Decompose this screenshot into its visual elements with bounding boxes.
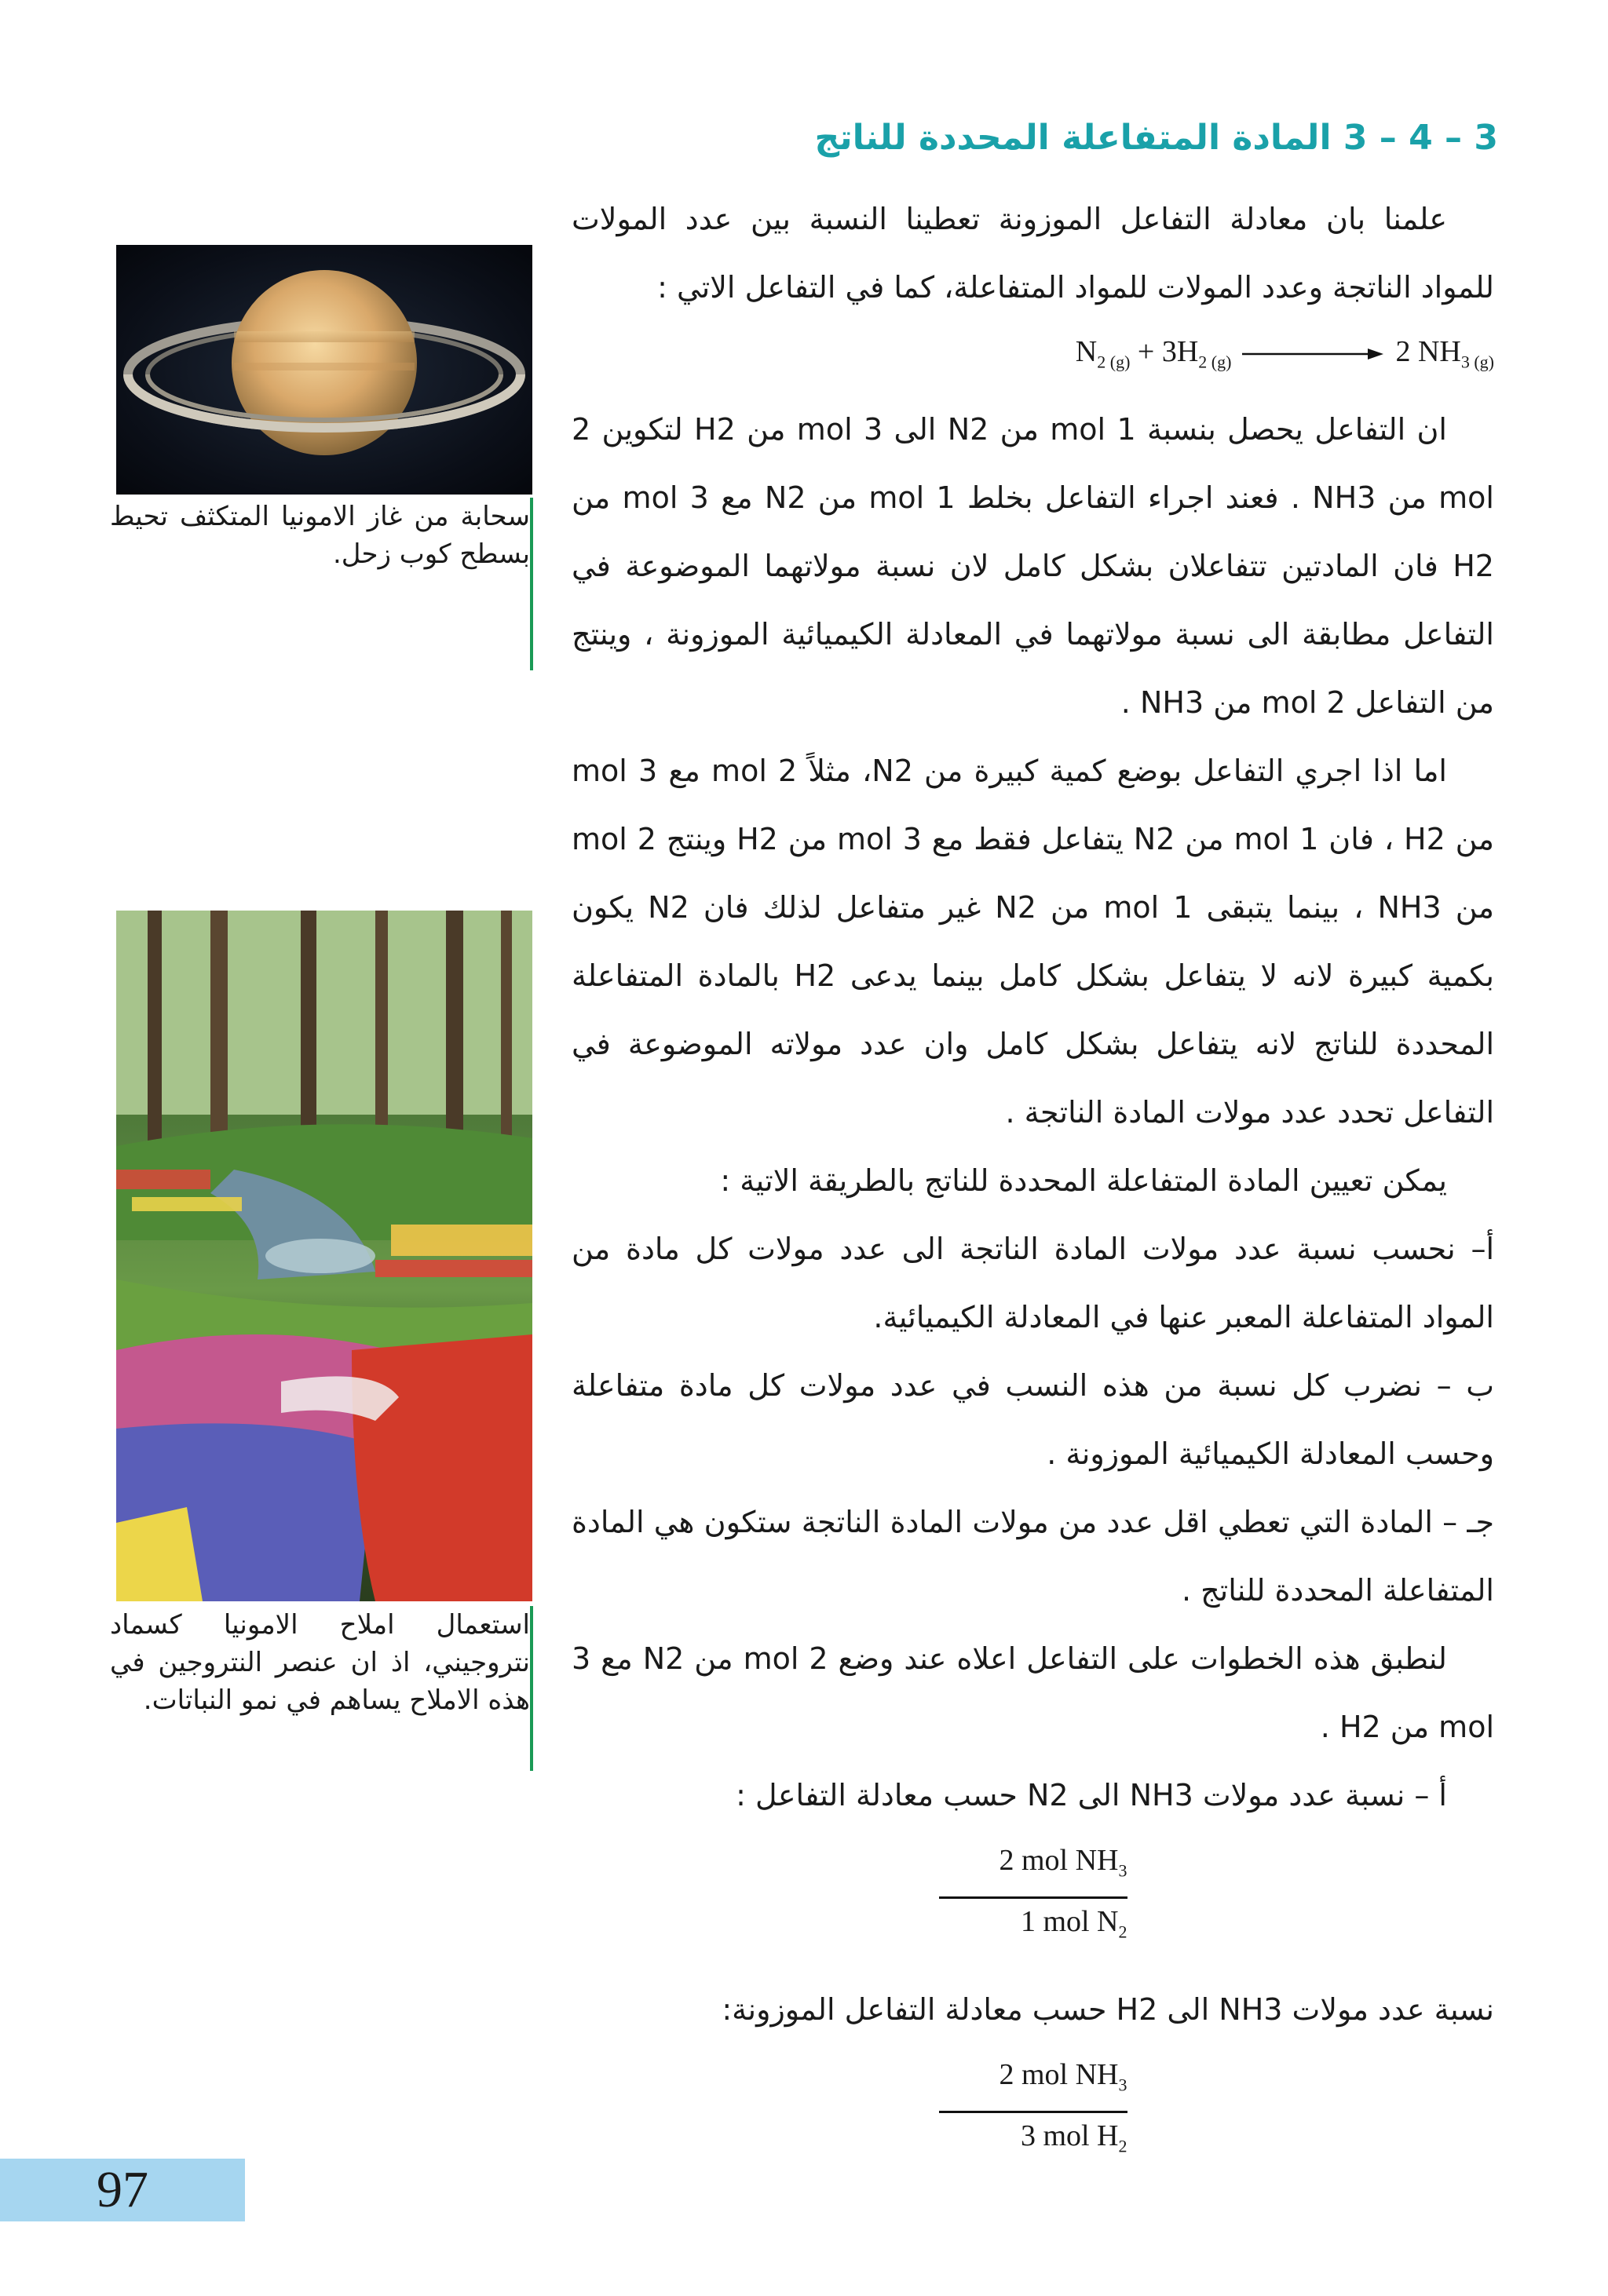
reaction-equation [579, 328, 1494, 386]
paragraph-4: يمكن تعيين المادة المتفاعلة المحددة للناتج بالطريقة الاتية : [720, 1163, 1447, 1198]
eq-h2: 3H [1161, 335, 1199, 368]
paragraph-5: لنطبق هذه الخطوات على التفاعل اعلاه عند وضع 2 mol من N2 مع 3 mol من H2 . [572, 1641, 1494, 1744]
eq-nh3: 2 NH [1395, 335, 1461, 368]
fraction-numerator: 2 mol $NH_3$ [939, 2052, 1127, 2114]
ratio-1-text: أ – نسبة عدد مولات NH3 الى N2 حسب معادلة التفاعل : [736, 1777, 1447, 1812]
flower-garden-image [116, 911, 532, 1601]
section-heading: 3 – 4 – 3 المادة المتفاعلة المحددة للناتج [814, 118, 1498, 158]
saturn-caption: سحابة من غاز الامونيا المتكثف تحيط بسطح كوب زحل. [110, 501, 530, 570]
fraction-nh3-h2 [939, 2052, 1127, 2170]
flowers-caption: استعمال املاح الامونيا كسماد نتروجيني، اذ ان عنصر النتروجين في هذه الاملاح يساهم في نمو النباتات. [110, 1609, 530, 1716]
paragraph-3: اما اذا اجري التفاعل بوضع كمية كبيرة من N2، مثلاً 2 mol مع 3 mol من H2 ، فان 1 mol من N2 يتفاعل فقط مع 3 mol من H2 وينتج 2 mol من NH3 ، بينما يتبقى 1 mol من N2 غير متفاعل لذلك فان N2 يكون بكمية كبيرة لانه لا يتفاعل بشكل كامل بينما يدعى H2 بالمادة المتفاعلة المحددة للناتج لانه يتفاعل بشكل كامل وان عدد مولاته الموضوعة في التفاعل تحدد عدد مولات المادة الناتجة . [572, 753, 1494, 1130]
step-c: جـ – المادة التي تعطي اقل عدد من مولات المادة الناتجة ستكون هي المادة المتفاعلة المحددة للناتج . [572, 1504, 1494, 1608]
eq-nh3-sub: 3 (g) [1460, 352, 1494, 372]
eq-h2-sub: 2 (g) [1198, 352, 1232, 372]
eq-plus: + [1137, 335, 1155, 368]
step-b: ب – نضرب كل نسبة من هذه النسب في عدد مولات كل مادة متفاعلة وحسب المعادلة الكيميائية الموزونة . [572, 1367, 1494, 1471]
paragraph-2: ان التفاعل يحصل بنسبة 1 mol من N2 الى 3 mol من H2 لتكوين 2 mol من NH3 . فعند اجراء التفاعل بخلط 1 mol من N2 مع 3 mol من H2 فان المادتين تتفاعلان بشكل كامل لان نسبة مولاتهما الموضوعة في التفاعل مطابقة الى نسبة مولاتهما في المعادلة الكيميائية الموزونة ، وينتج من التفاعل 2 mol من NH3 . [572, 411, 1494, 720]
fraction-numerator: 2 mol $NH_3$ [939, 1838, 1127, 1900]
intro-paragraph: علمنا بان معادلة التفاعل الموزونة تعطينا النسبة بين عدد المولات للمواد الناتجة وعدد المولات للمواد المتفاعلة، كما في التفاعل الاتي : [572, 202, 1494, 305]
caption-bar-2 [530, 1606, 533, 1771]
fraction-nh3-n2 [939, 1838, 1127, 1955]
reaction-arrow-icon [1242, 346, 1383, 362]
main-text [572, 185, 1494, 2190]
ratio-2-text: نسبة عدد مولات NH3 الى H2 حسب معادلة التفاعل الموزونة: [722, 1991, 1494, 2027]
fraction-denominator: 3 mol $H_2$ [1020, 2119, 1127, 2156]
fraction-denominator: 1 mol $N_2$ [1020, 1905, 1127, 1942]
step-a: أ– نحسب نسبة عدد مولات المادة الناتجة الى عدد مولات كل مادة من المواد المتفاعلة المعبر عنها في المعادلة الكيميائية. [572, 1231, 1494, 1334]
page-number: 97 [0, 2159, 245, 2221]
eq-n2-sub: 2 (g) [1097, 352, 1131, 372]
eq-n2: N [1075, 335, 1098, 368]
caption-bar-1 [530, 498, 533, 670]
saturn-image [116, 245, 532, 495]
